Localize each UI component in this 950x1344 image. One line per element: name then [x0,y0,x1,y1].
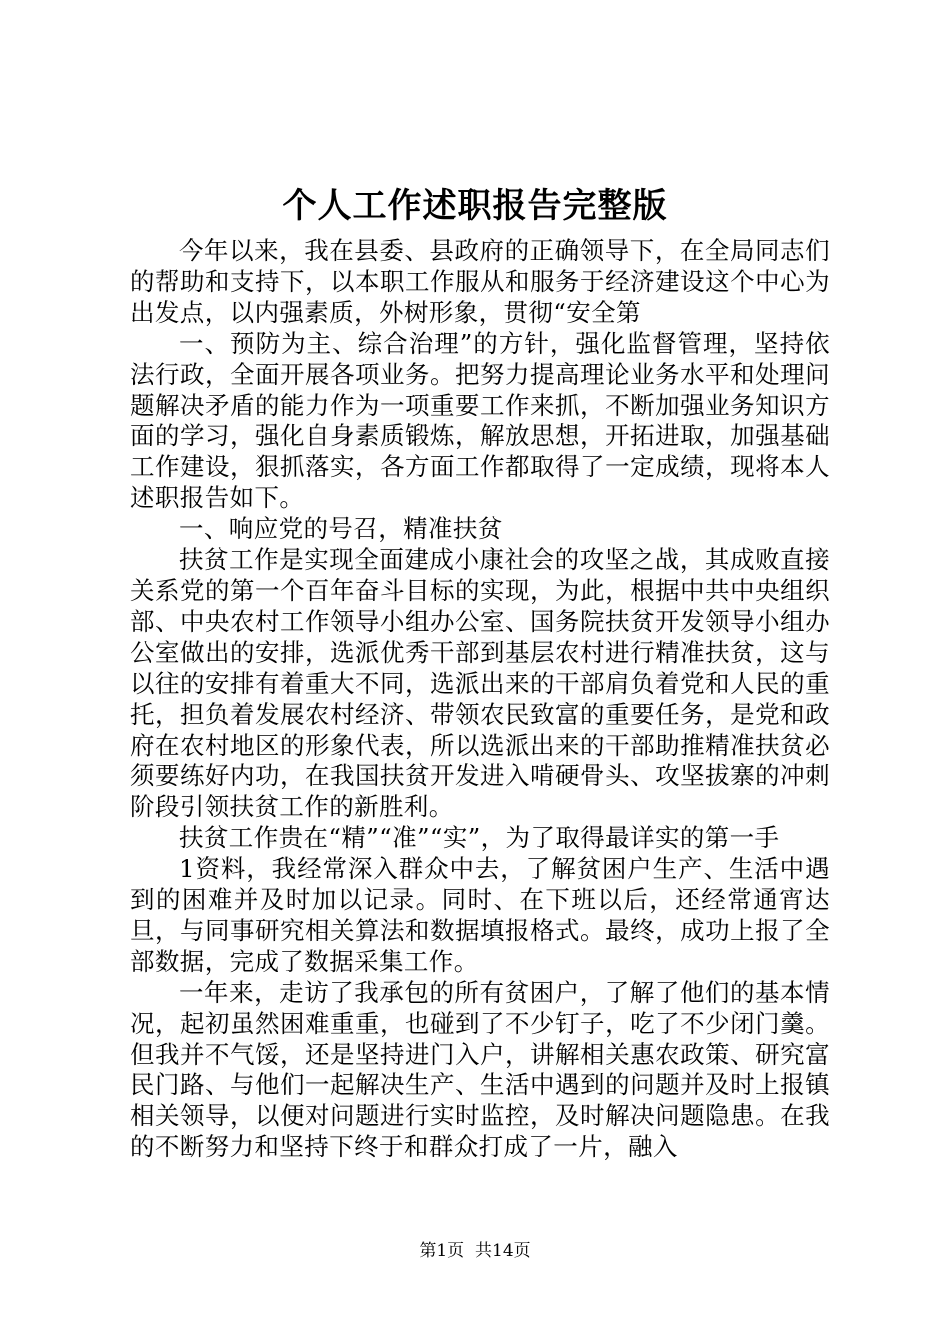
paragraph: 1资料，我经常深入群众中去，了解贫困户生产、生活中遇到的困难并及时加以记录。同时、在下班以后，还经常通宵达旦，与同事研究相关算法和数据填报格式。最终，成功上报了全部数据，完成了数据采集工作。 [130,854,830,976]
paragraph: 扶贫工作贵在“精”“准”“实”，为了取得最详实的第一手 [179,823,780,853]
paragraph: 今年以来，我在县委、县政府的正确领导下，在全局同志们的帮助和支持下，以本职工作服从和服务于经济建设这个中心为出发点，以内强素质，外树形象，贯彻“安全第 [130,236,830,327]
document-body [130,236,830,1163]
paragraph: 一年来，走访了我承包的所有贫困户，了解了他们的基本情况，起初虽然困难重重，也碰到了不少钉子，吃了不少闭门羹。但我并不气馁，还是坚持进门入户，讲解相关惠农政策、研究富民门路、与他们一起解决生产、生活中遇到的问题并及时上报镇相关领导，以便对问题进行实时监控，及时解决问题隐患。在我的不断努力和坚持下终于和群众打成了一片，融入 [130,977,830,1162]
page-total: 共14页 [475,1241,531,1261]
page-footer [0,1240,950,1262]
page-number: 第1页 [419,1241,465,1261]
section-heading: 一、响应党的号召，精准扶贫 [179,514,503,544]
paragraph: 一、预防为主、综合治理”的方针，强化监督管理，坚持依法行政，全面开展各项业务。把努力提高理论业务水平和处理问题解决矛盾的能力作为一项重要工作来抓，不断加强业务知识方面的学习，强化自身素质锻炼，解放思想，开拓进取，加强基础工作建设，狠抓落实，各方面工作都取得了一定成绩，现将本人述职报告如下。 [130,328,830,513]
document-title: 个人工作述职报告完整版 [282,186,668,226]
paragraph: 扶贫工作是实现全面建成小康社会的攻坚之战，其成败直接关系党的第一个百年奋斗目标的实现，为此，根据中共中央组织部、中央农村工作领导小组办公室、国务院扶贫开发领导小组办公室做出的安排，选派优秀干部到基层农村进行精准扶贫，这与以往的安排有着重大不同，选派出来的干部肩负着党和人民的重托，担负着发展农村经济、带领农民致富的重要任务，是党和政府在农村地区的形象代表，所以选派出来的干部助推精准扶贫必须要练好内功，在我国扶贫开发进入啃硬骨头、攻坚拔寨的冲刺阶段引领扶贫工作的新胜利。 [130,545,830,822]
